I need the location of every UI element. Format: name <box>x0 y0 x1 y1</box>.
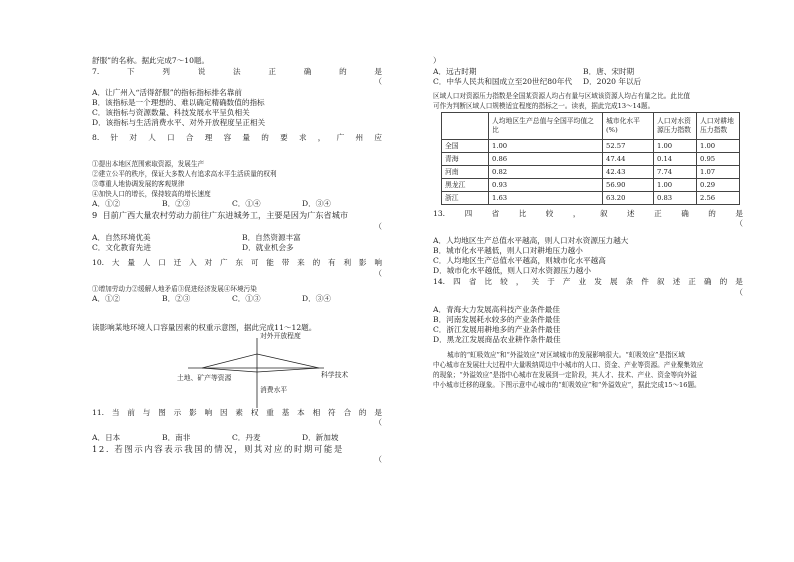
q12-paren: （ <box>374 455 382 464</box>
q12-number: 12. <box>92 444 111 454</box>
q9-option-d: D．就业机会多 <box>242 243 294 252</box>
q11-option-b: B．南非 <box>162 433 191 442</box>
q14-char: ， <box>515 277 524 286</box>
q14-char: 比 <box>484 277 493 286</box>
q11-char: 重 <box>266 408 274 417</box>
table-cell: 青海 <box>442 153 489 166</box>
q11-number: 11. <box>92 408 105 417</box>
q9-paren: （ <box>374 222 382 231</box>
q14-char: 较 <box>500 277 508 286</box>
table-header-row <box>442 113 740 140</box>
q11-char: 本 <box>297 408 305 417</box>
q14-char: 展 <box>609 277 618 286</box>
q8-char: 要 <box>280 133 288 142</box>
q14-char: 述 <box>672 277 681 286</box>
q10-option-a: A．①② <box>92 294 121 303</box>
q8-char: 量 <box>242 133 250 142</box>
q8-option-b: B．②③ <box>162 199 191 208</box>
q7-char: 法 <box>233 67 241 76</box>
q10-char: 带 <box>281 258 290 267</box>
table-cell: 1.07 <box>697 166 740 179</box>
q14-option-a: A．青海大力发展高科技产业条件最佳 <box>433 305 560 314</box>
q13-option-c: C．人均地区生产总值水平越高，则城市化水平越高 <box>433 256 606 265</box>
q10-char: 有 <box>328 258 336 267</box>
q12-stem <box>92 444 344 454</box>
q13-option-a: A．人均地区生产总值水平越高，则人口对水资源压力越大 <box>433 236 629 245</box>
table-cell: 1.00 <box>654 179 697 192</box>
q10-number: 10. <box>92 258 105 267</box>
q14-option-c: C．浙江发展用耕地多的产业条件最佳 <box>433 325 561 334</box>
table-row <box>442 166 740 179</box>
table-intro-line-1: 区域人口对资源压力指数是全国某资源人均占有量与区域该资源人均占有量之比。此比值 <box>433 92 691 100</box>
q13-char: ， <box>572 209 581 218</box>
q10-char: 大 <box>111 258 120 267</box>
q8-number: 8. <box>92 133 100 142</box>
q8-char: 应 <box>374 133 382 142</box>
q7-paren: （ <box>374 77 382 86</box>
q8-statement-4: ④加快人口的增长，保持较高的增长速度 <box>92 190 211 198</box>
q12-paren-close: ） <box>433 56 441 65</box>
q13-option-b: B．城市化水平越低，则人口对耕地压力越小 <box>433 246 583 255</box>
q10-char: 口 <box>158 258 166 267</box>
q10-paren: （ <box>374 269 382 278</box>
table-cell: 42.43 <box>603 166 654 179</box>
q9-number: 9 <box>92 210 98 220</box>
q8-char: 针 <box>110 133 119 142</box>
q10-statements: ①增加劳动力②缓解人地矛盾③促进经济发展④环境污染 <box>92 285 257 293</box>
table-intro-line-2: 可作为判断区域人口规模适宜程度的指标之一。读表，据此完成13～14题。 <box>433 102 655 110</box>
q10-char: 的 <box>312 258 321 267</box>
factor-weight-diagram <box>92 332 382 412</box>
q8-char: 的 <box>261 133 269 142</box>
diagram-weight-polygon <box>202 354 319 372</box>
table-cell: 52.57 <box>603 140 654 153</box>
label-consumption-level: 消费水平 <box>260 386 288 394</box>
q10-char: 可 <box>250 258 259 267</box>
q14-char: 关 <box>531 277 540 286</box>
table-cell: 1.00 <box>489 140 603 153</box>
q13-char: 述 <box>627 209 635 218</box>
q9-option-a: A．自然环境优美 <box>92 233 151 242</box>
table-cell: 河南 <box>442 166 489 179</box>
table-cell: 0.93 <box>489 179 603 192</box>
table-cell: 全国 <box>442 140 489 153</box>
q11-options <box>92 433 372 443</box>
q13-char: 叙 <box>599 209 608 218</box>
q11-option-a: A．日本 <box>92 433 121 442</box>
q14-char: 条 <box>625 277 634 286</box>
q11-char: 符 <box>328 408 336 417</box>
q11-char: 的 <box>358 408 367 417</box>
q10-option-b: B．②③ <box>162 294 191 303</box>
table-cell: 2.56 <box>697 192 740 205</box>
q11-char: 因 <box>219 408 228 417</box>
diagram-intro: 读影响某地环境人口容量因素的权重示意图，据此完成11～12题。 <box>92 323 317 332</box>
q14-stem <box>433 277 743 287</box>
q13-stem <box>433 209 743 219</box>
q11-char: 影 <box>189 408 197 417</box>
q8-char: 人 <box>148 133 156 142</box>
q10-char: 利 <box>343 258 352 267</box>
q13-char: 正 <box>654 209 662 218</box>
q11-char: 相 <box>312 408 321 417</box>
q14-char: 叙 <box>656 277 665 286</box>
table-row <box>442 179 740 192</box>
q14-char: 的 <box>719 277 728 286</box>
q8-stem <box>92 133 382 143</box>
q12-option-d: D．2020 年以后 <box>583 77 642 86</box>
q13-paren: （ <box>735 219 743 228</box>
table-cell: 黑龙江 <box>442 179 489 192</box>
q10-char: 入 <box>189 258 197 267</box>
q13-char: 的 <box>708 209 716 218</box>
table-cell: 0.14 <box>654 153 697 166</box>
q10-char: 响 <box>374 258 382 267</box>
q14-char: 发 <box>594 277 602 286</box>
q14-char: 业 <box>578 277 587 286</box>
q8-char: 对 <box>129 133 137 142</box>
q7-char: 说 <box>197 67 206 76</box>
q7-option-a: A．让广州入“活得舒服”的指标指标排名靠前 <box>92 88 242 97</box>
q8-option-c: C．①④ <box>232 199 261 208</box>
table-cell: 1.63 <box>489 192 603 205</box>
table-header-cell: 城市化水平(%) <box>603 113 654 140</box>
table-cell: 1.00 <box>654 140 697 153</box>
q11-char: 响 <box>204 408 213 417</box>
q7-char: 是 <box>374 67 382 76</box>
q11-char: 与 <box>142 408 151 417</box>
q14-char: 件 <box>641 277 649 286</box>
q9-option-b: B．自然资源丰富 <box>242 233 301 242</box>
q8-statement-3: ③尊重人地协调发展的客观规律 <box>92 180 185 188</box>
q8-statement-1: ①提出本地区范围索取资源，发展生产 <box>92 160 205 168</box>
q10-char: 来 <box>297 258 305 267</box>
table-row <box>442 192 740 205</box>
q11-option-d: D．新加坡 <box>302 433 339 442</box>
q8-char: ， <box>317 133 326 142</box>
q7-stem <box>92 67 382 77</box>
q13-char: 确 <box>681 209 689 218</box>
q11-paren: （ <box>374 418 382 427</box>
q8-options <box>92 199 372 209</box>
label-opening-degree: 对外开放程度 <box>260 332 301 340</box>
q13-char: 比 <box>518 209 527 218</box>
q13-char: 四 <box>464 209 473 218</box>
q14-char: 产 <box>562 277 571 286</box>
passage-line-4: 中小城市迁移的现象。下图示意中心城市的“虹吸效应”和“外溢效应”，据此完成15～16题。 <box>433 381 701 389</box>
table-cell: 浙江 <box>442 192 489 205</box>
q10-char: 广 <box>219 258 228 267</box>
q11-option-c: C．丹麦 <box>232 433 261 442</box>
q8-option-d: D．③④ <box>302 199 331 208</box>
q14-char: 正 <box>688 277 696 286</box>
q10-char: 对 <box>204 258 213 267</box>
table-header-cell <box>442 113 489 140</box>
q7-char: 列 <box>162 67 170 76</box>
q10-option-d: D．③④ <box>302 294 331 303</box>
q8-char: 州 <box>355 133 364 142</box>
table-header-cell: 人均地区生产总值与全国平均值之比 <box>489 113 603 140</box>
q10-stem <box>92 258 382 268</box>
passage-line-2: 中心城市在发展壮大过程中大量吸纳周边中小城市的人口、资金、产业等资源。产业聚集效应 <box>433 361 704 369</box>
table-cell: 0.83 <box>654 192 697 205</box>
intro-tail: 舒服”的名称。据此完成7～10题。 <box>92 56 210 65</box>
q11-char: 权 <box>250 408 259 417</box>
q13-char: 较 <box>545 209 554 218</box>
q14-paren: （ <box>735 288 743 297</box>
q14-char: 确 <box>703 277 712 286</box>
q11-char: 合 <box>343 408 352 417</box>
q12-option-a: A．远古时期 <box>433 67 477 76</box>
passage-line-3: 的现象；“外溢效应”是指中心城市在发展到一定阶段，其人才、技术、产业、资金等向外溢 <box>433 371 697 379</box>
province-data-table <box>441 112 740 205</box>
table-cell: 7.74 <box>654 166 697 179</box>
q10-char: 能 <box>266 258 274 267</box>
q9-options-row2 <box>92 243 392 253</box>
table-header-cell: 人口对水资源压力指数 <box>654 113 697 140</box>
q8-char: 合 <box>185 133 194 142</box>
q14-number: 14. <box>433 277 446 286</box>
q14-option-d: D．黑龙江发展商品农业耕作条件最佳 <box>433 335 561 344</box>
q11-char: 素 <box>235 408 244 417</box>
table-cell: 56.90 <box>603 179 654 192</box>
q8-char: 求 <box>298 133 307 142</box>
q11-char: 当 <box>111 408 120 417</box>
q13-char: 省 <box>491 209 500 218</box>
table-cell: 0.95 <box>697 153 740 166</box>
q7-char: 的 <box>339 67 347 76</box>
q10-char: 影 <box>358 258 367 267</box>
q14-option-b: B．河南发展耗水较多的产业条件最佳 <box>433 315 561 324</box>
q11-char: 基 <box>281 408 290 417</box>
q7-option-c: C．该指标与资源数量、科技发展水平呈负相关 <box>92 108 250 117</box>
q8-char: 口 <box>167 133 175 142</box>
q7-char: 确 <box>303 67 312 76</box>
q8-char: 广 <box>336 133 345 142</box>
table-row <box>442 140 740 153</box>
q14-char: 省 <box>468 277 477 286</box>
q7-option-d: D．该指标与生活消费水平、对外开放程度呈正相关 <box>92 118 266 127</box>
q13-option-d: D．城市化水平越低，则人口对水资源压力越小 <box>433 266 591 275</box>
q11-stem <box>92 408 382 418</box>
q11-char: 前 <box>127 408 135 417</box>
q11-char: 是 <box>374 408 382 417</box>
table-cell: 0.86 <box>489 153 603 166</box>
q7-option-b: B．该指标是一个理想的、难以确定精确数值的指标 <box>92 98 265 107</box>
q9-text: 目前广西大量农村劳动力前往广东进城务工，主要是因为广东省城市 <box>102 210 349 220</box>
table-cell: 63.20 <box>603 192 654 205</box>
table-cell: 0.82 <box>489 166 603 179</box>
q9-options-row1 <box>92 233 392 243</box>
q10-options <box>92 294 372 304</box>
table-cell: 1.00 <box>697 140 740 153</box>
q10-option-c: C．①③ <box>232 294 261 303</box>
passage-line-1: 城市的“虹吸效应”和“外溢效应”对区域城市的发展影响很大。“虹吸效应”是指区域 <box>447 351 685 359</box>
table-cell: 47.44 <box>603 153 654 166</box>
q10-char: 人 <box>142 258 151 267</box>
q9-stem <box>92 210 348 220</box>
q10-char: 迁 <box>173 258 182 267</box>
label-science-technology: 科学技术 <box>321 371 349 379</box>
q12-option-c: C．中华人民共和国成立至20世纪80年代 <box>433 77 573 86</box>
q11-char: 图 <box>158 408 166 417</box>
q14-char: 是 <box>735 277 743 286</box>
q8-char: 容 <box>223 133 232 142</box>
q7-char: 下 <box>127 67 135 76</box>
q8-statement-2: ②建立公平的秩序，保证大多数人有追求高水平生活质量的权利 <box>92 170 277 178</box>
q11-char: 示 <box>173 408 182 417</box>
q10-char: 量 <box>127 258 135 267</box>
q13-char: 是 <box>735 209 743 218</box>
q12-text: 若图示内容表示我国的情况，则其对应的时期可能是 <box>114 444 344 454</box>
label-land-mineral-resources: 土地、矿产等资源 <box>177 374 232 382</box>
q12-options-row1 <box>433 67 733 77</box>
q7-char: 正 <box>268 67 276 76</box>
q12-option-b: B．唐、宋时期 <box>583 67 635 76</box>
table-row <box>442 153 740 166</box>
q13-number: 13. <box>433 209 446 218</box>
q9-option-c: C．文化教育先进 <box>92 243 151 252</box>
q8-option-a: A．①② <box>92 199 121 208</box>
table-header-cell: 人口对耕地压力指数 <box>697 113 740 140</box>
table-cell: 0.29 <box>697 179 740 192</box>
q12-options-row2 <box>433 77 733 87</box>
q14-char: 四 <box>453 277 461 286</box>
q7-number: 7. <box>92 67 100 76</box>
q8-char: 理 <box>204 133 213 142</box>
q10-char: 东 <box>235 258 244 267</box>
q14-char: 于 <box>547 277 555 286</box>
